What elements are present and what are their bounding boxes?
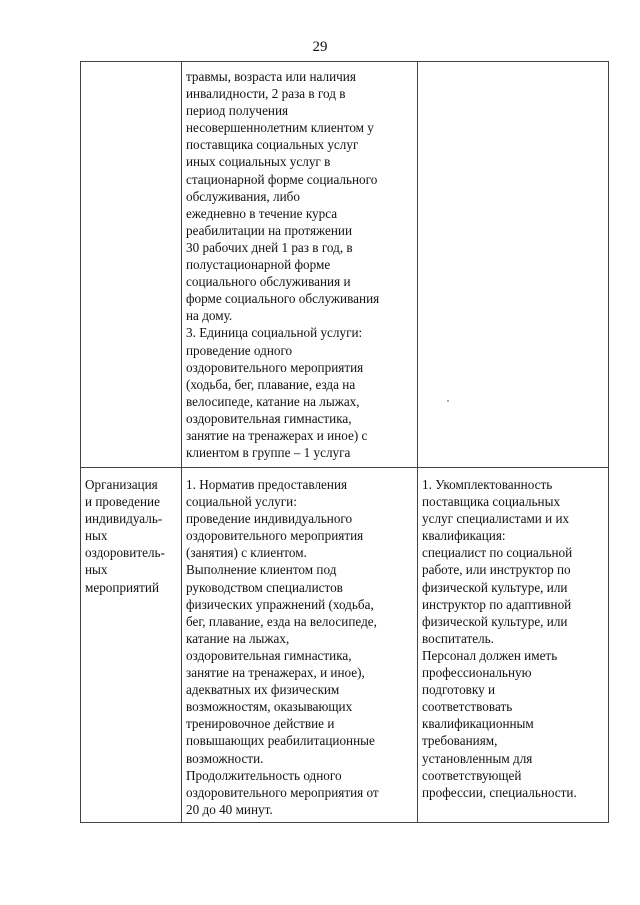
table-row	[81, 62, 609, 468]
table-row	[81, 468, 609, 823]
service-description-cell	[182, 62, 418, 468]
service-name-text: Организация и проведение индивидуаль- ных оздоровитель- ных мероприятий	[85, 477, 165, 595]
service-description-text: травмы, возраста или наличия инвалидности, 2 раза в год в период получения несовершеннолетним клиентом у поставщика социальных услуг иных социальных услуг в стационарной форме социального обслуживания, либо ежедневно в течение курса реабилитации на протяжении 30 рабочих дней 1 раз в год, в полустационарной форме социального обслуживания и форме социального обслуживания на дому. 3. Единица социальной услуги: проведение одного оздоровительного мероприятия (ходьба, бег, плавание, езда на велосипеде, катание на лыжах, оздоровительная гимнастика, занятие на тренажерах и иное) с клиентом в группе – 1 услуга	[186, 69, 380, 461]
scan-speck	[447, 400, 449, 402]
service-description-cell	[182, 468, 418, 823]
service-description-text: 1. Норматив предоставления социальной услуги: проведение индивидуального оздоровительного мероприятия (занятия) с клиентом. Выполнение клиентом под руководством специалистов физических упражнений (ходьба, бег, плавание, езда на велосипеде, катание на лыжах, оздоровительная гимнастика, занятие на тренажерах, и иное), адекватных их физическим возможностям, оказывающих тренировочное действие и повышающих реабилитационные возможности. Продолжительность одного оздоровительного мероприятия от 20 до 40 минут.	[186, 477, 379, 817]
services-table	[80, 61, 609, 823]
service-conditions-text: 1. Укомплектованность поставщика социальных услуг специалистами и их квалификация: специалист по социальной работе, или инструктор по физической культуре, или инструктор по адаптивной физической культуре, или воспитатель. Персонал должен иметь профессиональную подготовку и соответствовать квалификационным требованиям, установленным для соответствующей профессии, специальности.	[422, 477, 577, 800]
service-name-cell	[81, 468, 182, 823]
service-conditions-cell	[418, 62, 609, 468]
page-number: 29	[312, 39, 328, 55]
service-conditions-cell	[418, 468, 609, 823]
service-name-cell	[81, 62, 182, 468]
